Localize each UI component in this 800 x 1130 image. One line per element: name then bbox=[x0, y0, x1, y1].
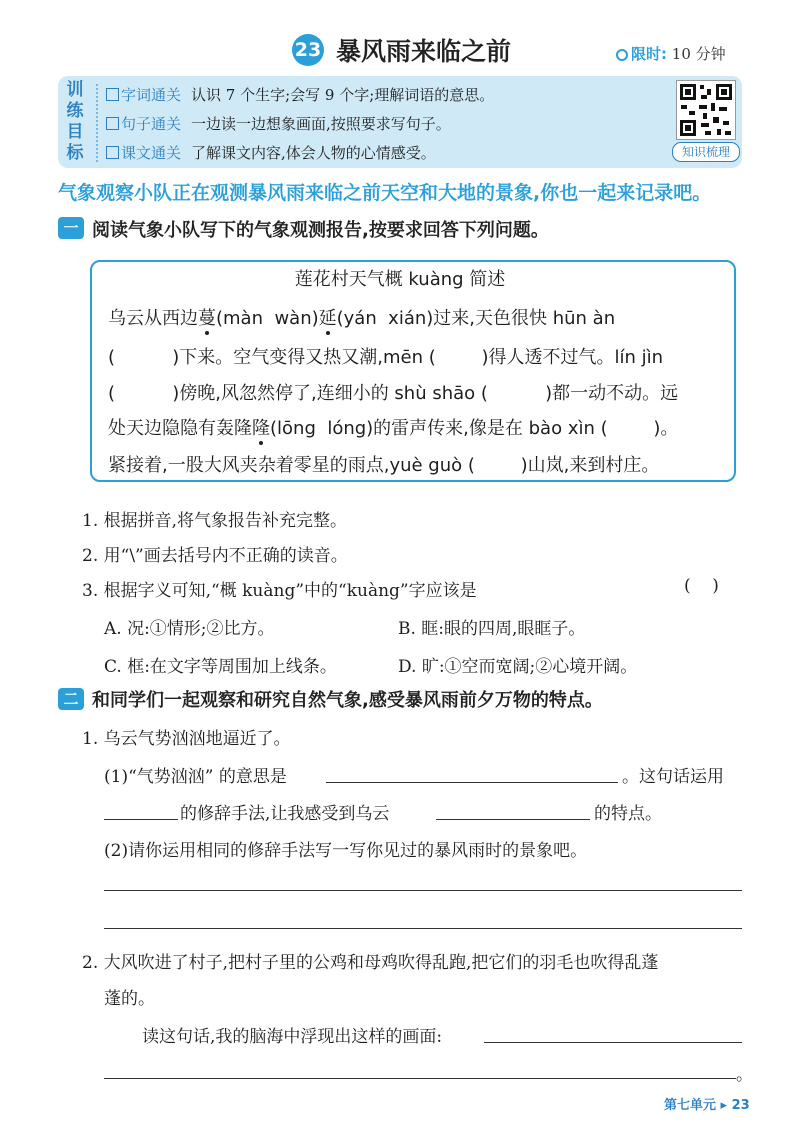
answer-blank[interactable]: ( ) bbox=[684, 576, 719, 596]
checkbox-icon bbox=[106, 88, 119, 101]
time-value: 10 分钟 bbox=[671, 45, 726, 63]
report-line: 乌云从西边蔓(màn wàn)延(yán xián)过来,天色很快 hūn àn bbox=[108, 308, 616, 329]
question-1-1-cont: 的修辞手法,让我感受到乌云 bbox=[180, 804, 390, 824]
question-1-1: (1)“气势汹汹” 的意思是 bbox=[104, 767, 287, 787]
report-line: 处天边隐隐有轰隆隆(lōng lóng)的雷声传来,像是在 bào xìn ( )。 bbox=[108, 418, 679, 439]
report-line: 紧接着,一股大风夹杂着零星的雨点,yuè guò ( )山岚,来到村庄。 bbox=[108, 455, 660, 476]
checkbox-icon bbox=[106, 146, 119, 159]
goals-divider bbox=[96, 84, 98, 162]
answer-line[interactable] bbox=[104, 890, 742, 891]
page-number: 23 bbox=[731, 1098, 750, 1113]
arrow-icon: ▸ bbox=[720, 1098, 728, 1113]
question-1: 1. 乌云气势汹汹地逼近了。 bbox=[82, 729, 291, 749]
page-footer bbox=[664, 1094, 750, 1113]
answer-line[interactable] bbox=[484, 1042, 742, 1043]
goal-item: 课文通关 了解课文内容,体会人物的心情感受。 bbox=[106, 142, 436, 163]
section-title: 和同学们一起观察和研究自然气象,感受暴风雨前夕万物的特点。 bbox=[92, 690, 603, 711]
option-b: B. 眶:眼的四周,眼眶子。 bbox=[398, 619, 586, 639]
end-mark: 。 bbox=[736, 1065, 753, 1085]
section-badge: 二 bbox=[58, 688, 84, 710]
goal-item: 句子通关 一边读一边想象画面,按照要求写句子。 bbox=[106, 113, 451, 134]
option-d: D. 旷:①空而宽阔;②心境开阔。 bbox=[398, 657, 638, 677]
clock-icon bbox=[616, 49, 628, 61]
question-3: 3. 根据字义可知,“概 kuàng”中的“kuàng”字应该是 bbox=[82, 581, 477, 601]
intro-text: 气象观察小队正在观测暴风雨来临之前天空和大地的景象,你也一起来记录吧。 bbox=[58, 182, 712, 204]
question-2: 2. 用“\”画去括号内不正确的读音。 bbox=[82, 546, 348, 566]
report-title: 莲花村天气概 kuàng 简述 bbox=[294, 269, 506, 290]
report-box bbox=[90, 260, 736, 482]
question-1-2: (2)请你运用相同的修辞手法写一写你见过的暴风雨时的景象吧。 bbox=[104, 841, 588, 861]
section-badge: 一 bbox=[58, 217, 84, 239]
lesson-title: 暴风雨来临之前 bbox=[336, 37, 512, 66]
question-1-1-cont: 的特点。 bbox=[594, 804, 662, 824]
time-limit bbox=[616, 43, 726, 64]
question-1-1-cont: 。这句话运用 bbox=[622, 767, 724, 787]
question-2: 2. 大风吹进了村子,把村子里的公鸡和母鸡吹得乱跑,把它们的羽毛也吹得乱蓬 bbox=[82, 953, 659, 973]
lesson-number: 23 bbox=[292, 34, 324, 66]
option-c: C. 框:在文字等周围加上线条。 bbox=[104, 657, 337, 677]
report-line: ( )傍晚,风忽然停了,连细小的 shù shāo ( )都一动不动。远 bbox=[108, 383, 679, 404]
option-a: A. 况:①情形;②比方。 bbox=[104, 619, 275, 639]
qr-label: 知识梳理 bbox=[672, 142, 740, 162]
report-line: ( )下来。空气变得又热又潮,mēn ( )得人透不过气。lín jìn bbox=[108, 347, 664, 368]
checkbox-icon bbox=[106, 117, 119, 130]
unit-label: 第七单元 bbox=[664, 1098, 717, 1113]
question-2-prompt: 读这句话,我的脑海中浮现出这样的画面: bbox=[142, 1027, 443, 1047]
time-label: 限时: bbox=[631, 45, 667, 63]
question-2-cont: 蓬的。 bbox=[104, 989, 155, 1009]
answer-line[interactable] bbox=[326, 782, 618, 783]
answer-line[interactable] bbox=[104, 928, 742, 929]
goals-label: 训练目标 bbox=[66, 80, 84, 163]
answer-line[interactable] bbox=[104, 819, 178, 820]
goal-item: 字词通关 认识 7 个生字;会写 9 个字;理解词语的意思。 bbox=[106, 84, 494, 105]
question-1: 1. 根据拼音,将气象报告补充完整。 bbox=[82, 511, 348, 531]
section-title: 阅读气象小队写下的气象观测报告,按要求回答下列问题。 bbox=[92, 220, 549, 241]
answer-line[interactable] bbox=[436, 819, 590, 820]
qr-code-icon[interactable] bbox=[676, 80, 736, 140]
answer-line[interactable] bbox=[104, 1078, 736, 1079]
